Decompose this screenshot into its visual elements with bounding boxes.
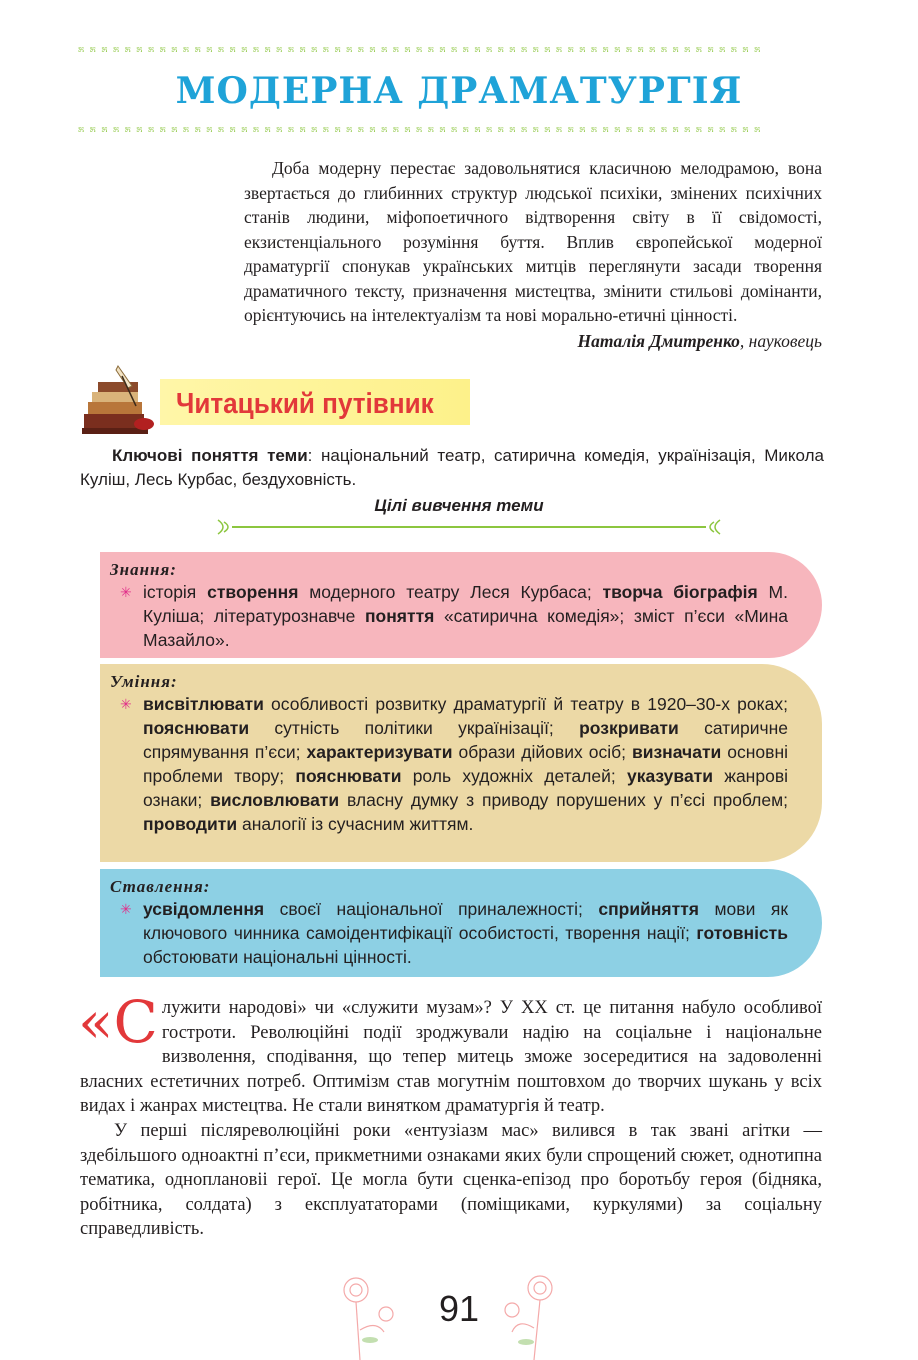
text-segment: мови як ключового чинника самоідентифікації особистості, творення нації; xyxy=(143,899,788,943)
knowledge-item xyxy=(110,580,788,652)
bold-term: поняття xyxy=(364,606,435,626)
bold-term: характеризувати xyxy=(306,742,453,762)
main-text xyxy=(78,988,822,1242)
top-ornament: ೫ ೫ ೫ ೫ ೫ ೫ ೫ ೫ ೫ ೫ ೫ ೫ ೫ ೫ ೫ ೫ ೫ ೫ ೫ ೫ ೫ ೫ ೫ ೫ ೫ ೫ ೫ ೫ ೫ ೫ ೫ ೫ ೫ ೫ ೫ ೫ ೫ ೫ ೫ ೫ ೫ ೫ ೫ ೫ ೫ ೫ ೫ ೫ ೫ ೫ ೫ ೫ ೫ ೫ ೫ ೫ ೫ ೫ ೫ xyxy=(78,42,762,55)
asterisk-bullet-icon: ✳ xyxy=(120,584,132,600)
bold-term: пояснювати xyxy=(143,718,250,738)
text-segment: основні проблеми твору; xyxy=(143,742,788,786)
text-segment: обстоювати національні цінності. xyxy=(143,947,412,967)
epigraph-author xyxy=(244,329,822,354)
bold-term: створення xyxy=(207,582,299,602)
text-segment: роль художніх деталей; xyxy=(401,766,627,786)
knowledge-heading: Знання: xyxy=(110,560,177,579)
guide-title: Читацький путівник xyxy=(176,388,434,420)
bold-term: проводити xyxy=(143,814,238,834)
epigraph-text: Доба модерну перестає задовольнятися класичною мелодрамою, вона звертається до глибинних структур людської психіки, змінених психічних станів людини, міфопоетичного відтворення світу в її свідомості, екзистенціального розуміння буття. Вплив європейської модерної драматургії спонукав українських митців переглянути засади творення драматичного тексту, призначення мистецтва, змінити стильові домінанти, орієнтуючись на інтелектуалізм та нові морально-етичні цінності. xyxy=(244,158,822,325)
text-segment: модерного театру Леся Курбаса; xyxy=(298,582,603,602)
author-name: Наталія Дмитренко xyxy=(577,330,740,351)
text-segment: аналогії із сучасним життям. xyxy=(237,814,474,834)
knowledge-box xyxy=(100,552,822,658)
paragraph-1-text: лужити народові» чи «служити музам»? У XX ст. це питання набуло особливої гостроти. Революційні події зроджували надію на соціальне і національне визволення, сподівання, що тепер митець зможе зосередитися на задоволенні власних естетичних потреб. Оптимізм став могутнім поштовхом до творчих шукань у всіх видах і жанрах мистецтва. Не стали винятком драматургія й театр. xyxy=(80,998,822,1117)
goals-title: Цілі вивчення теми xyxy=(374,496,544,515)
bold-term: указувати xyxy=(626,766,714,786)
bold-term: висвітлювати xyxy=(143,694,264,714)
key-concepts-label: Ключові поняття теми xyxy=(112,446,308,465)
text-segment: сатиричне спрямування п’єси; xyxy=(143,718,788,762)
skills-item xyxy=(110,692,788,836)
bold-term: висловлювати xyxy=(210,790,340,810)
page-title: МОДЕРНА ДРАМАТУРГІЯ xyxy=(175,70,743,112)
asterisk-bullet-icon: ✳ xyxy=(120,901,132,917)
asterisk-bullet-icon: ✳ xyxy=(120,696,132,712)
text-segment: жанрові ознаки; xyxy=(143,766,788,810)
epigraph xyxy=(244,156,822,353)
text-segment: історія xyxy=(143,582,208,602)
attitude-heading: Ставлення: xyxy=(110,877,211,896)
bold-term: готовність xyxy=(696,923,788,943)
key-concepts-text: : національний театр, сатирична комедія, українізація, Микола Куліш, Лесь Курбас, бездуховність. xyxy=(80,446,824,489)
author-role: , науковець xyxy=(739,330,822,351)
bold-term: усвідомлення xyxy=(143,899,265,919)
goals-divider xyxy=(214,516,724,538)
text-segment: образи дійових осіб; xyxy=(452,742,632,762)
text-segment: «сатирична комедія»; зміст п’єси «Мина Мазайло». xyxy=(143,606,788,650)
skills-heading: Уміння: xyxy=(110,672,178,691)
text-segment: М. Куліша; літературознавче xyxy=(143,582,788,626)
attitude-box xyxy=(100,869,822,977)
page-number: 91 xyxy=(438,1288,480,1329)
bold-term: творча біографія xyxy=(602,582,758,602)
text-segment: своєї національної приналежності; xyxy=(264,899,599,919)
paragraph-2: У перші післяреволюційні роки «ентузіазм мас» вилився в так звані агітки — здебільшого одноактні п’єси, прикметними ознаками яких були спрощений сюжет, однотипна тематика, одноплановіі герої. Це могла бути сценка-епізод про боротьбу героя (бідняка, робітника, солдата) з експлуататорами (поміщиками, куркулями) за соціальну справедливість. xyxy=(80,1120,822,1240)
drop-cap: «С xyxy=(78,988,158,1056)
books-quill-icon xyxy=(78,362,160,442)
text-segment: особливості розвитку драматургії й театру в 1920–30-х роках; xyxy=(263,694,788,714)
bottom-ornament: ೫ ೫ ೫ ೫ ೫ ೫ ೫ ೫ ೫ ೫ ೫ ೫ ೫ ೫ ೫ ೫ ೫ ೫ ೫ ೫ ೫ ೫ ೫ ೫ ೫ ೫ ೫ ೫ ೫ ೫ ೫ ೫ ೫ ೫ ೫ ೫ ೫ ೫ ೫ ೫ ೫ ೫ ೫ ೫ ೫ ೫ ೫ ೫ ೫ ೫ ೫ ೫ ೫ ೫ ೫ ೫ ೫ ೫ ೫ xyxy=(78,122,762,135)
bold-term: визначати xyxy=(631,742,722,762)
bold-term: сприйняття xyxy=(598,899,699,919)
text-segment: власну думку з приводу порушених у п’єсі проблем; xyxy=(339,790,788,810)
paragraph-1 xyxy=(78,988,822,1119)
skills-box xyxy=(100,664,822,862)
attitude-item xyxy=(110,897,788,969)
key-concepts xyxy=(80,444,824,492)
text-segment: сутність політики українізації; xyxy=(249,718,580,738)
bold-term: пояснювати xyxy=(295,766,402,786)
bold-term: розкривати xyxy=(579,718,679,738)
